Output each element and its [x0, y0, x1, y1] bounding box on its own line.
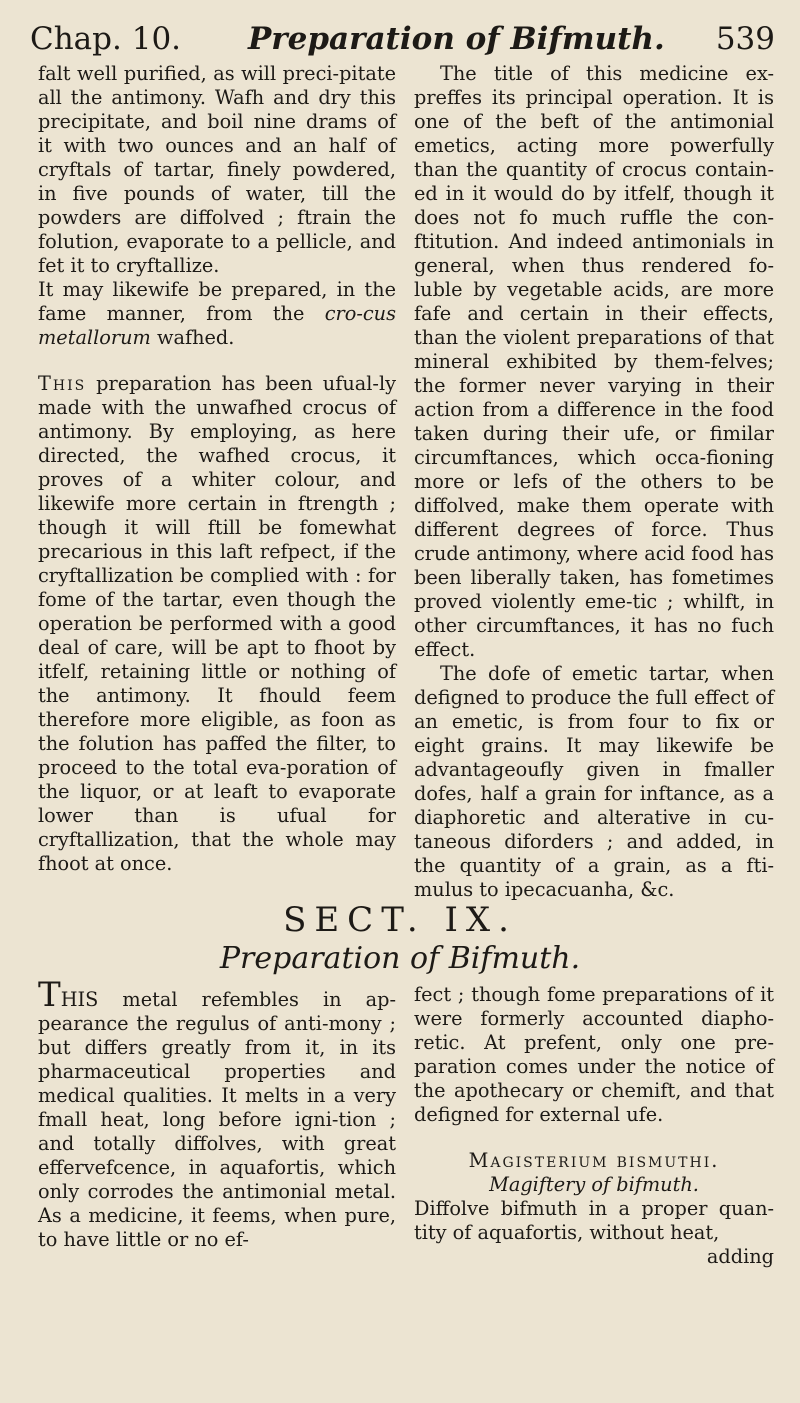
paragraph: [38, 278, 396, 350]
paragraph: falt well purified, as will preci-pitate all the antimony. Wafh and dry this precipitate, and boil nine drams of it with two ounces and an half of cryftals of tartar, finely powdered, in five pounds of water, till the powders are diffolved ; ftrain the folution, evaporate to a pellicle, and fet it to cryftallize.: [38, 62, 396, 277]
column-bottom-right: [414, 983, 774, 1269]
lead-word: This: [38, 372, 87, 395]
text-run: preparation has been ufual-ly made with the unwafhed crocus of antimony. By employing, as here directed, the wafhed crocus, it proves of a whiter colour, and likewife more certain in ftrength ; though it will ftill be fomewhat precarious in this laft refpect, if the cryftallization be complied with : for fome of the tartar, even though the operation be performed with a good deal of care, will be apt to fhoot by itfelf, retaining little or nothing of the antimony. It fhould feem therefore more eligible, as foon as the folution has paffed the filter, to proceed to the total eva-poration of the liquor, or at leaft to evaporate lower than is ufual for cryftallization, that the whole may fhoot at once.: [38, 372, 396, 875]
paragraph: The dofe of emetic tartar, when defigned to produce the full effect of an emetic, is from four to fix or eight grains. It may likewife be advantageoufly given in fmaller dofes, half a grain for inftance, as a diaphoretic and alterative in cu-taneous diforders ; and added, in the quantity of a grain, as a fti-mulus to ipecacuanha, &c.: [414, 662, 774, 901]
text-run: It may likewife be prepared, in the fame manner, from the: [38, 278, 396, 325]
catchword: adding: [706, 1245, 774, 1268]
section-heading: SECT. IX.: [283, 900, 517, 940]
section-subtitle: Preparation of Bifmuth.: [219, 941, 581, 976]
page-number: 539: [715, 21, 775, 57]
italic-term: cro-cus metallorum: [38, 302, 396, 349]
column-top-right: [414, 62, 774, 902]
column-bottom-left: [38, 975, 396, 1252]
running-title: Preparation of Bifmuth.: [248, 21, 665, 57]
paragraph: [38, 372, 396, 876]
text-run: wafhed.: [150, 326, 235, 349]
paragraph: The title of this medicine ex-preffes its principal operation. It is one of the beft of the antimonial emetics, acting more powerfully than the quantity of crocus contain-ed in it would do by itfelf, though it does not fo much ruffle the con-ftitution. And indeed antimonials in general, when thus rendered fo-luble by vegetable acids, are more fafe and certain in their effects, than the violent preparations of that mineral exhibited by them-felves; the former never varying in their action from a difference in the food taken during their ufe, or fimilar circumftances, which occa-fioning more or lefs of the others to be diffolved, make them operate with different degrees of force. Thus crude antimony, where acid food has been liberally taken, has fometimes proved violently eme-tic ; whilft, in other circumftances, it has no fuch effect.: [414, 62, 774, 661]
column-top-left: [38, 62, 396, 876]
paragraph: fect ; though fome preparations of it were formerly accounted diapho-retic. At prefent, only one pre-paration comes under the notice of the apothecary or chemift, and that defigned for external ufe.: [414, 983, 774, 1126]
recipe-subtitle: Magiftery of bifmuth.: [489, 1173, 699, 1196]
drop-cap: T: [38, 975, 61, 1015]
paragraph: [38, 975, 396, 1252]
paragraph: Diffolve bifmuth in a proper quan-tity of aquafortis, without heat,: [414, 1197, 774, 1244]
chapter-label: Chap. 10.: [30, 21, 182, 57]
running-header: [30, 14, 775, 64]
recipe-title: Magisterium bismuthi.: [468, 1149, 720, 1172]
text-run: HIS metal refembles in ap-pearance the regulus of anti-mony ; but differs greatly from it, in its pharmaceutical properties and medical qualities. It melts in a very fmall heat, long before igni-tion ; and totally diffolves, with great effervefcence, in aquafortis, which only corrodes the antimonial metal. As a medicine, it feems, when pure, to have little or no ef-: [38, 988, 396, 1251]
